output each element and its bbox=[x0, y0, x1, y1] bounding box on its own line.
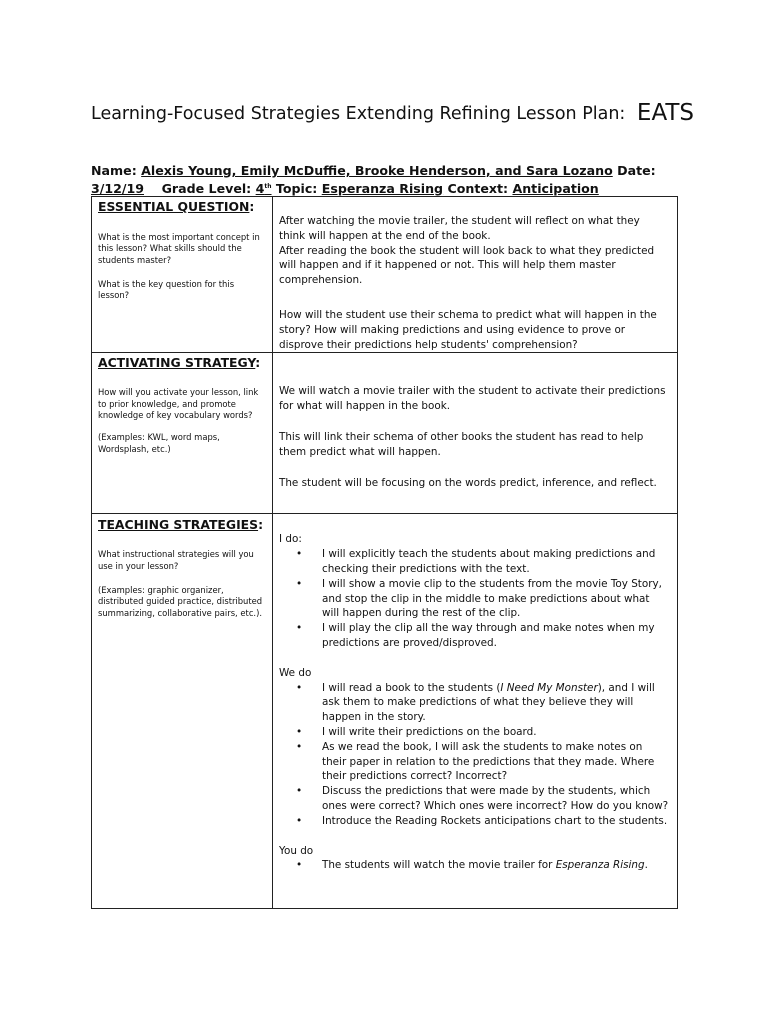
essential-question-2: What is the key question for this lesson? bbox=[98, 278, 235, 301]
list-item: • I will write their predictions on the board. bbox=[322, 725, 669, 740]
essential-question-1: What is the most important concept in this lesson? What skills should the students master? bbox=[98, 232, 260, 265]
grade-suffix: th bbox=[264, 182, 272, 190]
list-item: • I will show a movie clip to the students from the movie Toy Story, and stop the clip in the middle to make predictions about what will happen during the rest of the clip. bbox=[322, 577, 669, 621]
teaching-row bbox=[92, 514, 678, 909]
i-do-label: I do: bbox=[279, 533, 302, 546]
date-label: Date: bbox=[617, 163, 656, 178]
document-title bbox=[91, 100, 694, 126]
essential-answer-3: How will the student use their schema to predict what will happen in the story? How will making predictions and using evidence to prove or disprove their predictions help students' comprehension? bbox=[279, 308, 657, 351]
essential-answer-2: After reading the book the student will look back to what they predicted will happen and if it happened or not. This will help them master comprehension. bbox=[279, 244, 655, 287]
we-do-label: We do bbox=[279, 666, 312, 679]
context-value: Anticipation bbox=[512, 180, 599, 196]
activating-heading: ACTIVATING STRATEGY bbox=[98, 355, 256, 371]
list-item: • Discuss the predictions that were made by the students, which ones were correct? Which ones were incorrect? How do you know? bbox=[322, 784, 669, 814]
teaching-left-cell: TEACHING STRATEGIES: What instructional strategies will you use in your lesson? (Examples: graphic organizer, distributed guided practice, distributed summarizing, collaborative pairs, etc.). bbox=[92, 514, 273, 909]
grade-label: Grade Level: bbox=[161, 180, 252, 196]
essential-right-cell bbox=[273, 197, 678, 353]
activating-right-cell bbox=[273, 353, 678, 514]
activating-question-1: How will you activate your lesson, link to prior knowledge, and promote knowledge of key vocabulary words? bbox=[98, 387, 259, 420]
topic-value: Esperanza Rising bbox=[321, 180, 444, 196]
topic-label: Topic: bbox=[275, 180, 318, 196]
activating-left-cell: ACTIVATING STRATEGY: How will you activate your lesson, link to prior knowledge, and promote knowledge of key vocabulary words? (Examples: KWL, word maps, Wordsplash, etc.) bbox=[92, 353, 273, 514]
list-item: • The students will watch the movie trailer for Esperanza Rising. bbox=[322, 858, 669, 873]
essential-heading: ESSENTIAL QUESTION bbox=[98, 199, 250, 214]
activating-question-2: (Examples: KWL, word maps, Wordsplash, etc.) bbox=[98, 432, 220, 454]
activating-answer-1: We will watch a movie trailer with the student to activate their predictions for what will happen in the book. bbox=[279, 385, 666, 413]
teaching-heading: TEACHING STRATEGIES bbox=[98, 517, 259, 533]
lesson-meta bbox=[91, 163, 691, 196]
we-do-list bbox=[279, 681, 669, 829]
essential-left-cell: ESSENTIAL QUESTION: What is the most important concept in this lesson? What skills should the students master? What is the key question for this lesson? bbox=[92, 197, 273, 353]
date-value: 3/12/19 bbox=[91, 180, 145, 196]
lesson-plan-table bbox=[91, 196, 678, 909]
i-do-list bbox=[279, 547, 669, 651]
list-item: • Introduce the Reading Rockets anticipations chart to the students. bbox=[322, 814, 669, 829]
list-item: • I will explicitly teach the students about making predictions and checking their predictions with the text. bbox=[322, 547, 669, 577]
title-text: Learning-Focused Strategies Extending Refining Lesson Plan: bbox=[91, 104, 626, 124]
title-suffix: EATS bbox=[636, 100, 695, 126]
teaching-right-cell bbox=[273, 514, 678, 909]
you-do-label: You do bbox=[279, 844, 314, 857]
essential-answer-1: After watching the movie trailer, the student will reflect on what they think will happen at the end of the book. bbox=[279, 215, 640, 242]
name-value: Alexis Young, Emily McDuffie, Brooke Henderson, and Sara Lozano bbox=[141, 163, 613, 178]
essential-row bbox=[92, 197, 678, 353]
name-label: Name: bbox=[91, 163, 137, 178]
list-item: • I will play the clip all the way through and make notes when my predictions are proved/disproved. bbox=[322, 621, 669, 651]
list-item: • As we read the book, I will ask the students to make notes on their paper in relation to the predictions that they made. Where their predictions correct? Incorrect? bbox=[322, 740, 669, 784]
activating-answer-2: This will link their schema of other books the student has read to help them predict what will happen. bbox=[279, 430, 644, 458]
teaching-question-2: (Examples: graphic organizer, distributed guided practice, distributed summarizing, collaborative pairs, etc.). bbox=[98, 584, 263, 618]
activating-row bbox=[92, 353, 678, 514]
you-do-list bbox=[279, 858, 669, 873]
list-item: • I will read a book to the students (I Need My Monster), and I will ask them to make predictions of what they believe they will happen in the story. bbox=[322, 681, 669, 725]
teaching-question-1: What instructional strategies will you use in your lesson? bbox=[98, 549, 254, 571]
context-label: Context: bbox=[447, 180, 509, 196]
activating-answer-3: The student will be focusing on the words predict, inference, and reflect. bbox=[279, 476, 657, 489]
book-title: Esperanza Rising bbox=[555, 859, 645, 872]
grade-value: 4th bbox=[255, 180, 272, 196]
book-title: I Need My Monster bbox=[500, 681, 598, 694]
